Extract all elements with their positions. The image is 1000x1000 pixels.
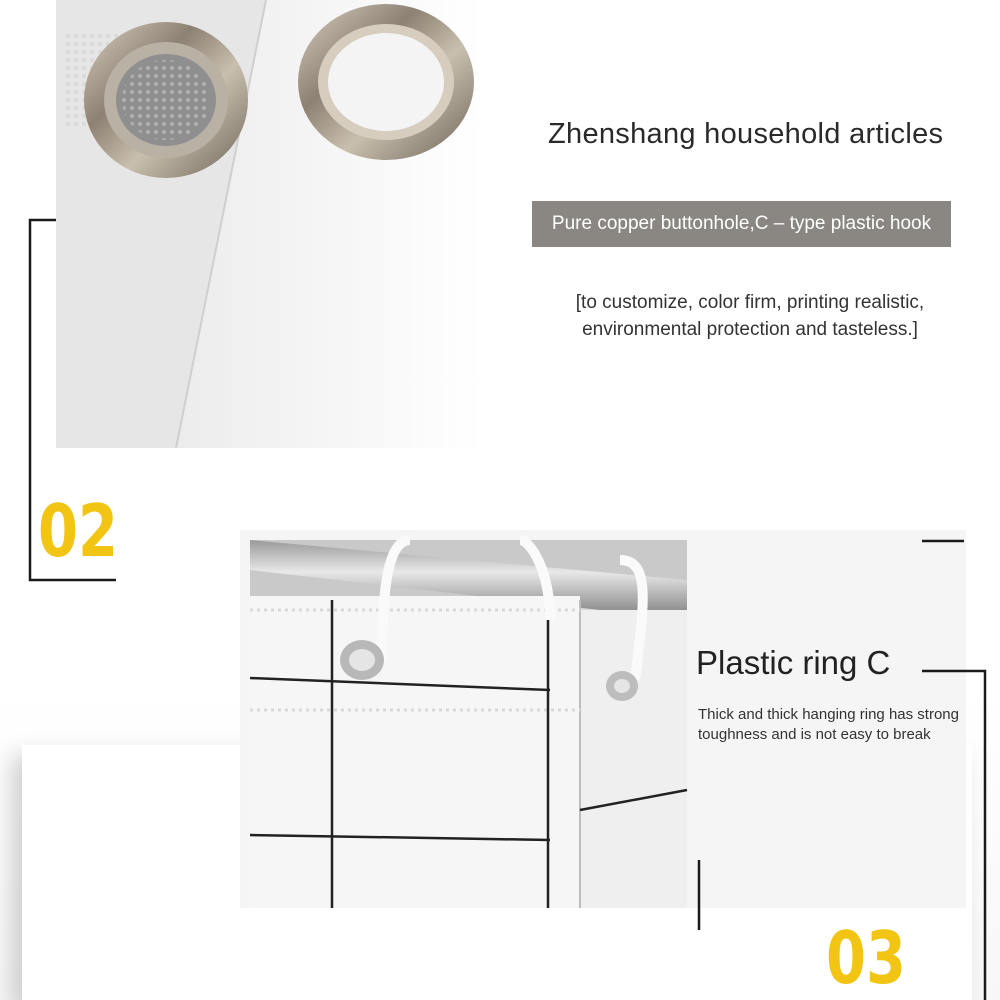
section-number-03-text: 03 [826,916,906,1000]
ring-title: Plastic ring C [696,644,891,681]
grommet-closeup-photo [56,0,482,448]
brand-title: Zhenshang household articles [548,118,944,150]
curtain-hanging-on-rod-photo [250,540,687,908]
section-number-03 [826,916,916,1000]
section-number-02 [38,489,128,573]
ring-description: Thick and thick hanging ring has strong toughness and is not easy to break [698,706,959,743]
feature-description [530,289,970,343]
feature-tag: Pure copper buttonhole,C – type plastic hook [532,201,951,247]
feature-description-line-2: environmental protection and tasteless.] [582,319,918,340]
section-number-02-text: 02 [38,489,118,573]
feature-description-line-1: [to customize, color firm, printing realistic, [575,292,925,313]
